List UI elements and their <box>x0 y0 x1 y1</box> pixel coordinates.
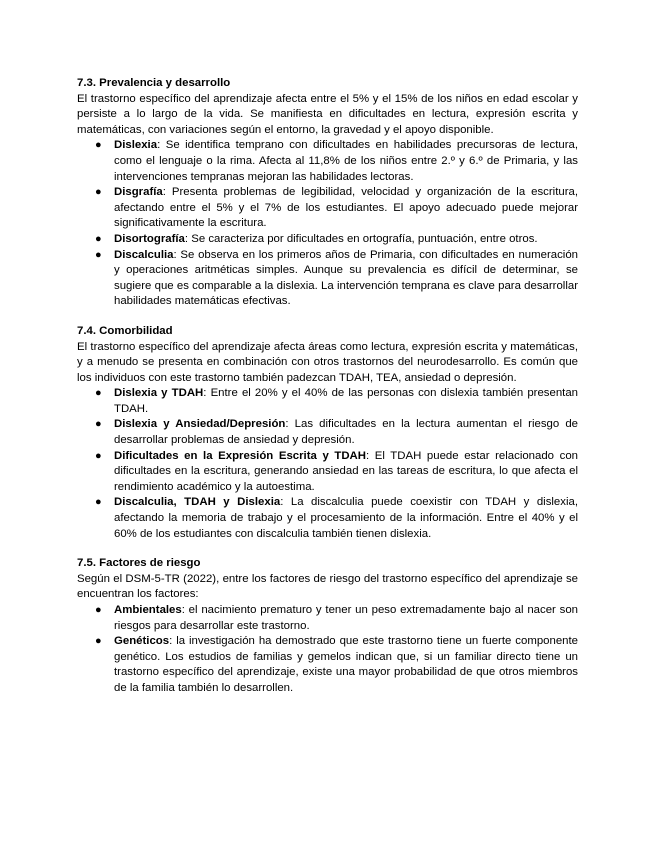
item-term: Disgrafía <box>114 186 163 199</box>
bullet-icon: ● <box>95 139 102 152</box>
document-body <box>77 76 578 711</box>
item-text: : Las dificultades en la lectura aumentan el riesgo de desarrollar problemas de ansiedad y depresión. <box>114 418 579 447</box>
item-term: Dislexia y TDAH <box>114 387 204 400</box>
bullet-icon: ● <box>95 604 102 616</box>
bullet-icon: ● <box>95 449 102 462</box>
list-item <box>95 449 578 496</box>
item-term: Dificultades en la Expresión Escrita y TDAH <box>114 449 367 462</box>
section-intro: Según el DSM-5-TR (2022), entre los factores de riesgo del trastorno específico del aprendizaje se encuentran los factores: <box>77 572 578 601</box>
bullet-icon: ● <box>95 635 102 648</box>
section-heading: 7.3. Prevalencia y desarrollo <box>77 77 231 89</box>
bullet-list <box>77 603 578 697</box>
section-heading: 7.5. Factores de riesgo <box>77 557 201 570</box>
list-item <box>95 248 578 310</box>
item-text: : Presenta problemas de legibilidad, velocidad y organización de la escritura, afectando entre el 5% y el 7% de los estudiantes. El apoyo adecuado puede mejorar significativamente la escritura. <box>114 186 578 230</box>
bullet-icon: ● <box>95 418 102 431</box>
bullet-icon: ● <box>95 186 102 199</box>
item-term: Ambientales <box>114 604 182 616</box>
list-item <box>95 603 578 634</box>
bullet-icon: ● <box>95 496 102 509</box>
item-term: Genéticos <box>114 635 170 648</box>
bullet-list <box>77 386 578 542</box>
item-term: Discalculia <box>114 248 174 261</box>
item-text: : Se caracteriza por dificultades en ortografía, puntuación, entre otros. <box>184 232 538 245</box>
section-comorbilidad <box>77 324 578 542</box>
section-prevalencia <box>77 76 578 310</box>
item-text: : Entre el 20% y el 40% de las personas con dislexia también presentan TDAH. <box>114 387 578 415</box>
item-text: : la investigación ha demostrado que este trastorno tiene un fuerte componente genético. Los estudios de familias y gemelos indican que, si un familiar directo tiene un trastorno específico del aprendizaje, existe una mayor probabilidad de que otros miembros de la familia también lo desarrollen. <box>114 635 578 694</box>
item-term: Discalculia, TDAH y Dislexia <box>114 496 281 509</box>
item-term: Disortografía <box>114 232 185 245</box>
item-text: : el nacimiento prematuro y tener un peso extremadamente bajo al nacer son riesgos para desarrollar este trastorno. <box>114 604 578 632</box>
list-item <box>95 386 578 417</box>
item-text: : La discalculia puede coexistir con TDAH y dislexia, afectando la memoria de trabajo y el procesamiento de la información. Entre el 40% y el 60% de los estudiantes con discalculia también tienen dislexia. <box>114 496 578 540</box>
section-intro: El trastorno específico del aprendizaje afecta entre el 5% y el 15% de los niños en edad escolar y persiste a lo largo de la vida. Se manifiesta en dificultades en lectura, expresión escrita y matemáticas, con variaciones según el entorno, la gravedad y el apoyo disponible. <box>77 92 578 136</box>
item-text: : Se observa en los primeros años de Primaria, con dificultades en numeración y operaciones aritméticas simples. Aunque su prevalencia es difícil de determinar, se sugiere que es comparable a la dislexia. La intervención temprana es clave para desarrollar habilidades matemáticas efectivas. <box>114 248 578 308</box>
list-item <box>95 417 579 448</box>
list-item <box>95 634 578 696</box>
section-factores-riesgo <box>77 556 578 696</box>
section-intro: El trastorno específico del aprendizaje afecta áreas como lectura, expresión escrita y matemáticas, y a menudo se presenta en combinación con otros trastornos del neurodesarrollo. Es común que los individuos con este trastorno también padezcan TDAH, TEA, ansiedad o depresión. <box>77 340 578 384</box>
list-item <box>95 185 578 232</box>
bullet-icon: ● <box>95 232 102 245</box>
list-item <box>95 138 578 185</box>
section-heading: 7.4. Comorbilidad <box>77 324 173 337</box>
item-text: : Se identifica temprano con dificultades en habilidades precursoras de lectura, como el lenguaje o la rima. Afecta al 11,8% de los niños entre 2.º y 6.º de Primaria, y las intervenciones tempranas mejoran las habilidades lectoras. <box>114 139 578 183</box>
bullet-list <box>77 138 578 310</box>
item-term: Dislexia y Ansiedad/Depresión <box>114 418 286 431</box>
bullet-icon: ● <box>95 387 102 400</box>
bullet-icon: ● <box>95 248 102 261</box>
list-item <box>95 232 578 248</box>
item-term: Dislexia <box>114 139 158 152</box>
list-item <box>95 495 578 542</box>
item-text: : El TDAH puede estar relacionado con dificultades en la escritura, generando ansiedad en las tareas de escritura, lo que afecta el rendimiento académico y la autoestima. <box>114 449 578 493</box>
